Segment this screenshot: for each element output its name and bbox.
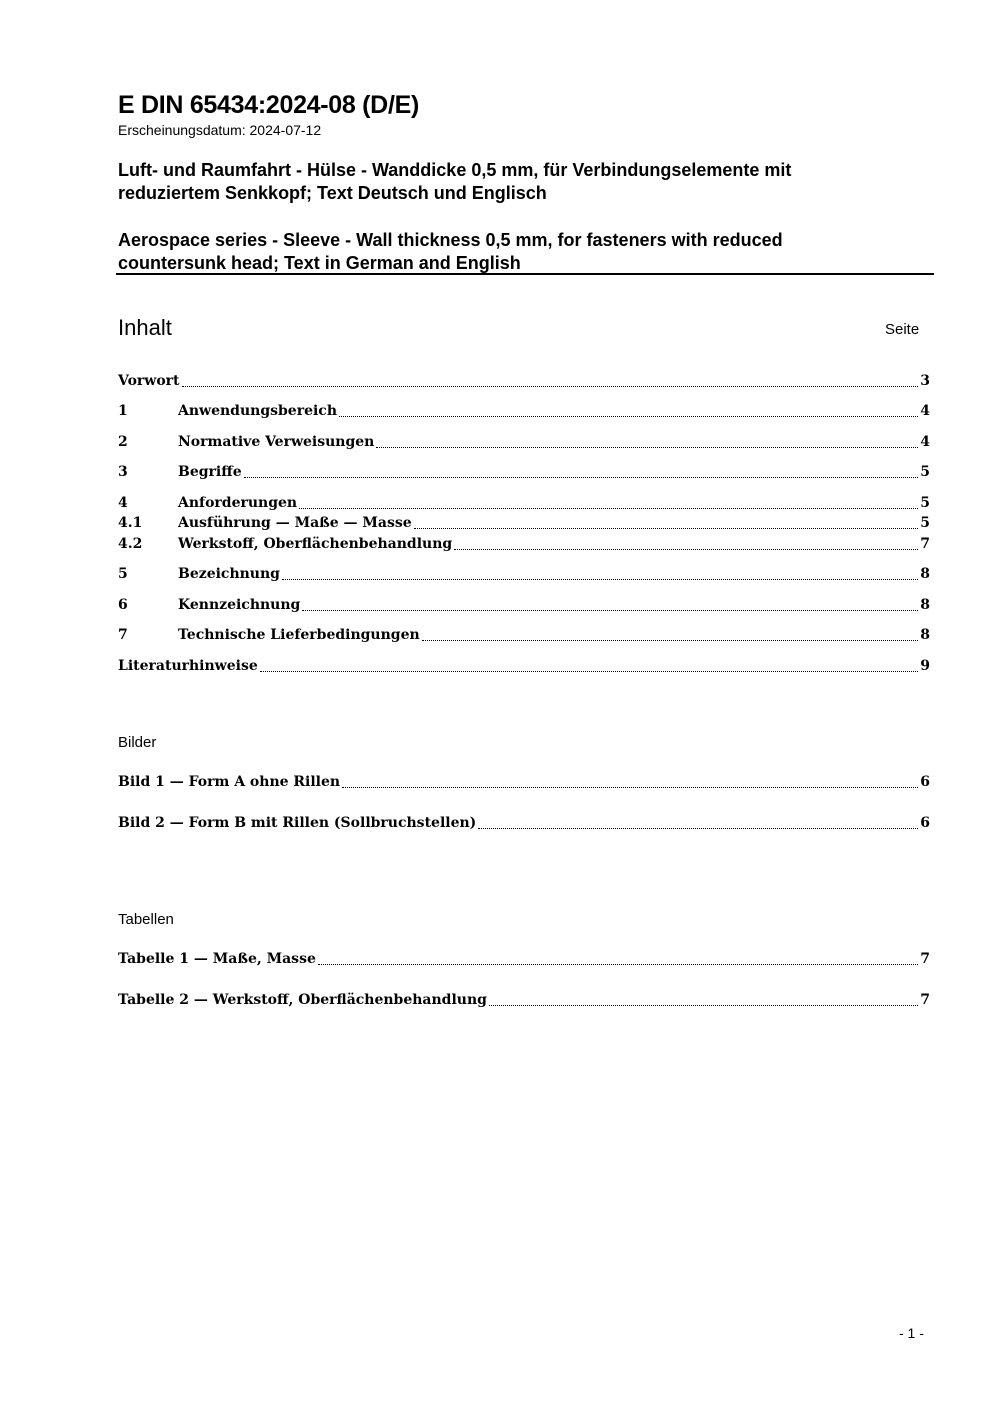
- toc-label: Bezeichnung: [178, 566, 280, 582]
- toc-page: 5: [920, 464, 930, 480]
- title-german-line-2: reduziertem Senkkopf; Text Deutsch und Englisch: [118, 183, 547, 203]
- toc-page: 8: [920, 597, 930, 613]
- toc-entry-7[interactable]: [118, 625, 930, 645]
- figures-heading: Bilder: [118, 734, 157, 751]
- table-label: Tabelle 2 — Werkstoff, Oberflächenbehandlung: [118, 992, 487, 1008]
- toc-leader: [478, 828, 918, 829]
- toc-leader: [302, 610, 918, 611]
- toc-page: 9: [920, 658, 930, 674]
- figure-entry-1[interactable]: [118, 772, 930, 792]
- toc-number: 4.1: [118, 515, 143, 531]
- toc-label: Literaturhinweise: [118, 658, 258, 674]
- table-entry-2[interactable]: [118, 990, 930, 1010]
- figure-page: 6: [920, 774, 930, 790]
- toc-page: 8: [920, 627, 930, 643]
- toc-entry-vorwort[interactable]: [118, 371, 930, 391]
- table-page: 7: [920, 992, 930, 1008]
- title-german: [118, 159, 918, 205]
- table-label: Tabelle 1 — Maße, Masse: [118, 951, 316, 967]
- toc-page: 4: [920, 403, 930, 419]
- title-english-line-1: Aerospace series - Sleeve - Wall thickness 0,5 mm, for fasteners with reduced: [118, 230, 783, 250]
- toc-page: 3: [920, 373, 930, 389]
- page-column-heading: Seite: [885, 321, 920, 338]
- title-german-line-1: Luft- und Raumfahrt - Hülse - Wanddicke 0,5 mm, für Verbindungselemente mit: [118, 160, 792, 180]
- toc-leader: [182, 386, 919, 387]
- toc-label: Kennzeichnung: [178, 597, 301, 613]
- toc-entry-4-1[interactable]: [118, 513, 930, 533]
- toc-label: Werkstoff, Oberflächenbehandlung: [178, 536, 453, 552]
- tables-heading: Tabellen: [118, 911, 174, 928]
- title-english: [118, 229, 918, 275]
- toc-label: Technische Lieferbedingungen: [178, 627, 420, 643]
- document-title: E DIN 65434:2024-08 (D/E): [118, 91, 419, 119]
- toc-leader: [260, 671, 919, 672]
- toc-entry-literaturhinweise[interactable]: [118, 656, 930, 676]
- toc-leader: [489, 1005, 918, 1006]
- toc-page: 5: [920, 495, 930, 511]
- title-english-line-2: countersunk head; Text in German and English: [118, 253, 521, 273]
- toc-leader: [299, 508, 918, 509]
- toc-page: 7: [920, 536, 930, 552]
- toc-leader: [282, 579, 918, 580]
- toc-leader: [342, 787, 918, 788]
- page-number: - 1 -: [899, 1325, 924, 1341]
- toc-label: Vorwort: [118, 373, 180, 389]
- toc-entry-4[interactable]: [118, 493, 930, 513]
- toc-number: 5: [118, 566, 128, 582]
- toc-entry-2[interactable]: [118, 432, 930, 452]
- toc-number: 3: [118, 464, 128, 480]
- toc-number: 2: [118, 434, 128, 450]
- toc-leader: [339, 416, 918, 417]
- toc-label: Normative Verweisungen: [178, 434, 375, 450]
- toc-entry-3[interactable]: [118, 462, 930, 482]
- toc-number: 7: [118, 627, 128, 643]
- toc-leader: [422, 640, 919, 641]
- toc-label: Begriffe: [178, 464, 242, 480]
- figure-entry-2[interactable]: [118, 813, 930, 833]
- contents-heading: Inhalt: [118, 315, 172, 340]
- toc-number: 6: [118, 597, 128, 613]
- toc-leader: [244, 477, 919, 478]
- header-divider: [116, 273, 934, 275]
- toc-number: 4.2: [118, 536, 143, 552]
- toc-label: Anforderungen: [178, 495, 298, 511]
- toc-number: 4: [118, 495, 128, 511]
- toc-entry-5[interactable]: [118, 564, 930, 584]
- toc-number: 1: [118, 403, 128, 419]
- toc-leader: [318, 964, 918, 965]
- figure-label: Bild 1 — Form A ohne Rillen: [118, 774, 341, 790]
- toc-entry-4-2[interactable]: [118, 534, 930, 554]
- figure-label: Bild 2 — Form B mit Rillen (Sollbruchstellen): [118, 815, 477, 831]
- toc-page: 4: [920, 434, 930, 450]
- publication-date: Erscheinungsdatum: 2024-07-12: [118, 122, 322, 138]
- table-page: 7: [920, 951, 930, 967]
- toc-page: 5: [920, 515, 930, 531]
- toc-label: Ausführung — Maße — Masse: [178, 515, 412, 531]
- toc-leader: [414, 528, 919, 529]
- toc-page: 8: [920, 566, 930, 582]
- toc-leader: [454, 549, 918, 550]
- toc-entry-1[interactable]: [118, 401, 930, 421]
- figure-page: 6: [920, 815, 930, 831]
- table-entry-1[interactable]: [118, 949, 930, 969]
- toc-entry-6[interactable]: [118, 595, 930, 615]
- toc-leader: [376, 447, 918, 448]
- toc-label: Anwendungsbereich: [178, 403, 337, 419]
